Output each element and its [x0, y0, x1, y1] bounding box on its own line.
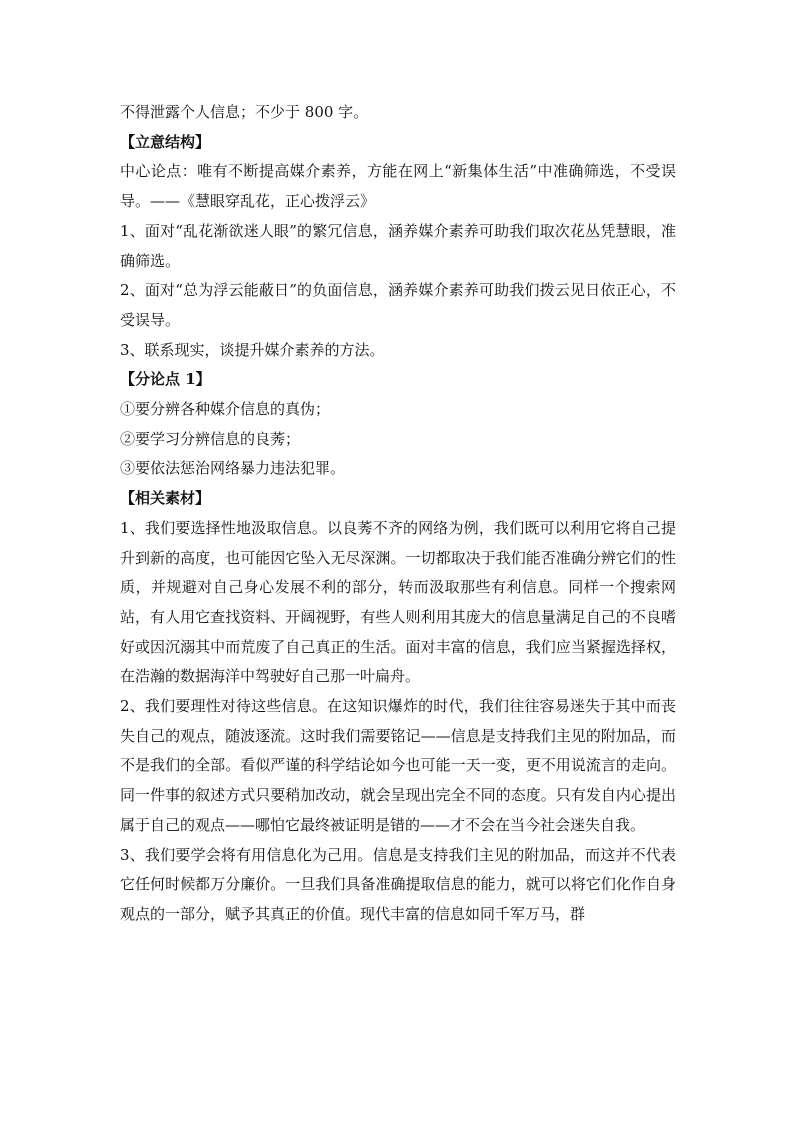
- material-paragraph-1: 1、我们要选择性地汲取信息。以良莠不齐的网络为例，我们既可以利用它将自己提升到新的高度，也可能因它坠入无尽深渊。一切都取决于我们能否准确分辨它们的性质，并规避对自己身心发展不利的部分，转而汲取那些有利信息。同样一个搜索网站，有人用它查找资料、开阔视野，有些人则利用其庞大的信息量满足自己的不良嗜好或因沉溺其中而荒废了自己真正的生活。面对丰富的信息，我们应当紧握选择权，在浩瀚的数据海洋中驾驶好自己那一叶扁舟。: [120, 518, 676, 686]
- sub-argument-item-1: ①要分辨各种媒介信息的真伪；: [120, 400, 331, 419]
- sub-argument-heading: 【分论点 1】: [120, 370, 211, 389]
- document-page: [120, 98, 676, 930]
- material-paragraph-2: 2、我们要理性对待这些信息。在这知识爆炸的时代，我们往往容易迷失于其中而丧失自己的观点，随波逐流。这时我们需要铭记——信息是支持我们主见的附加品，而不是我们的全部。看似严谨的科学结论如今也可能一天一变，更不用说流言的走向。同一件事的叙述方式只要稍加改动，就会呈现出完全不同的态度。只有发自内心提出属于自己的观点——哪怕它最终被证明是错的——才不会在当今社会迷失自我。: [120, 697, 676, 834]
- sub-argument-item-3: ③要依法惩治网络暴力违法犯罪。: [120, 459, 346, 478]
- central-thesis: 中心论点：唯有不断提高媒介素养，方能在网上“新集体生活”中准确筛选，不受误导。——《慧眼穿乱花，正心拨浮云》: [120, 162, 676, 211]
- sub-argument-item-2: ②要学习分辨信息的良莠；: [120, 429, 301, 448]
- materials-heading: 【相关素材】: [120, 489, 211, 508]
- structure-point-1: 1、面对“乱花渐欲迷人眼”的繁冗信息，涵养媒介素养可助我们取次花丛凭慧眼，准确筛选。: [120, 221, 676, 270]
- structure-heading: 【立意结构】: [120, 132, 211, 151]
- structure-point-3: 3、联系现实，谈提升媒介素养的方法。: [120, 340, 385, 359]
- material-paragraph-3: 3、我们要学会将有用信息化为己用。信息是支持我们主见的附加品，而这并不代表它任何时候都万分廉价。一旦我们具备准确提取信息的能力，就可以将它们化作自身观点的一部分，赋予其真正的价值。现代丰富的信息如同千军万马，群: [120, 845, 676, 923]
- intro-tail-text: 不得泄露个人信息；不少于 800 字。: [120, 103, 369, 121]
- structure-point-2: 2、面对“总为浮云能蔽日”的负面信息，涵养媒介素养可助我们拨云见日依正心，不受误导。: [120, 281, 676, 329]
